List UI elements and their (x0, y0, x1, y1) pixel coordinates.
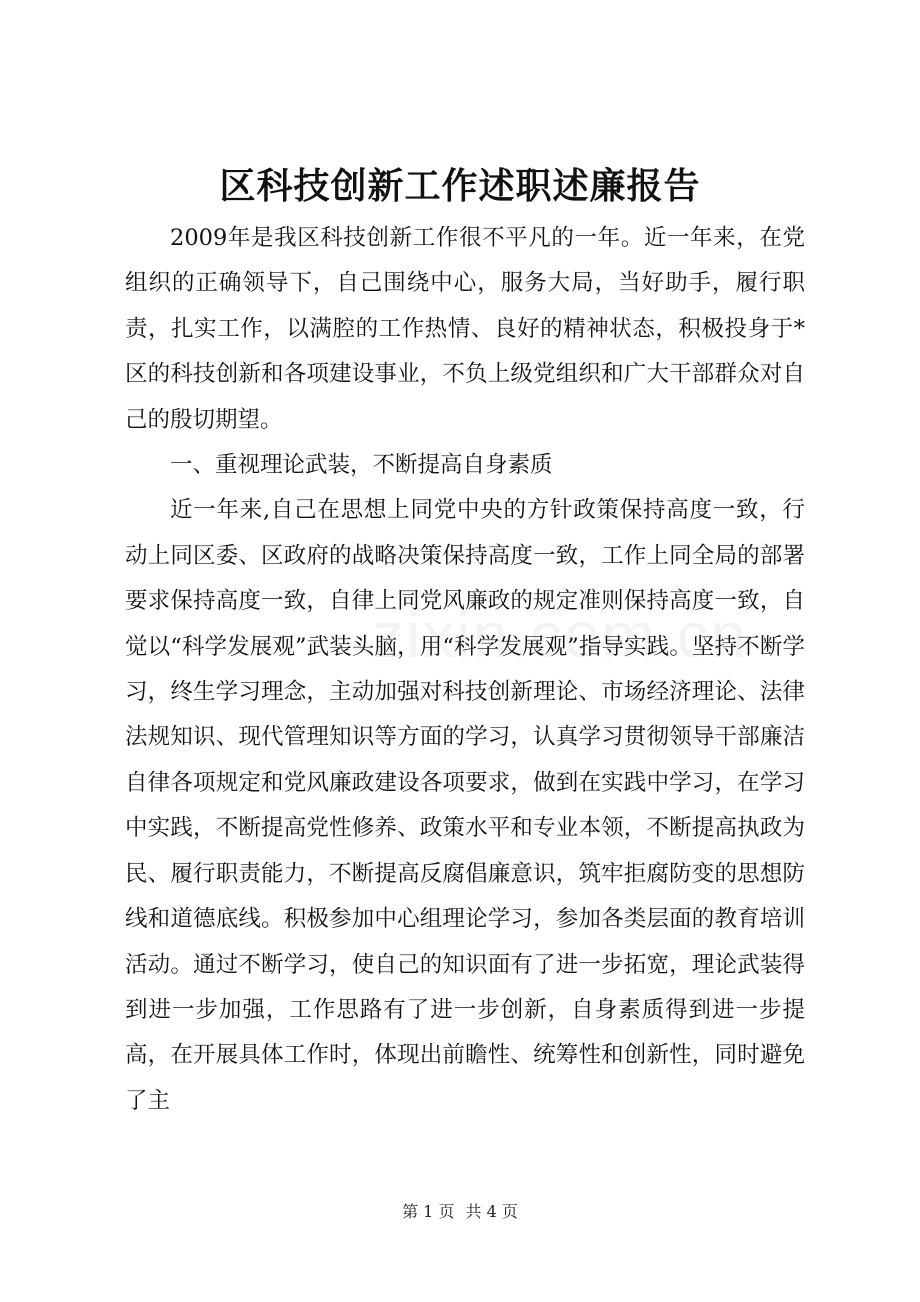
page-number-current: 第 1 页 (402, 1202, 455, 1221)
document-body (125, 216, 805, 1124)
paragraph-intro: 2009年是我区科技创新工作很不平凡的一年。近一年来，在党组织的正确领导下，自己围绕中心，服务大局，当好助手，履行职责，扎实工作，以满腔的工作热情、良好的精神状态，积极投身于*区的科技创新和各项建设事业，不负上级党组织和广大干部群众对自己的殷切期望。 (125, 225, 805, 433)
page-number-total: 共 4 页 (465, 1202, 518, 1221)
page-footer (0, 1200, 920, 1224)
paragraph-section-1: 近一年来,自己在思想上同党中央的方针政策保持高度一致，行动上同区委、区政府的战略决策保持高度一致，工作上同全局的部署要求保持高度一致，自律上同党风廉政的规定准则保持高度一致，自觉以“科学发展观”武装头脑，用“科学发展观”指导实践。坚持不断学习，终生学习理念，主动加强对科技创新理论、市场经济理论、法律法规知识、现代管理知识等方面的学习，认真学习贯彻领导干部廉洁自律各项规定和党风廉政建设各项要求，做到在实践中学习，在学习中实践，不断提高党性修养、政策水平和专业本领，不断提高执政为民、履行职责能力，不断提高反腐倡廉意识，筑牢拒腐防变的思想防线和道德底线。积极参加中心组理论学习，参加各类层面的教育培训活动。通过不断学习，使自己的知识面有了进一步拓宽，理论武装得到进一步加强，工作思路有了进一步创新，自身素质得到进一步提高，在开展具体工作时，体现出前瞻性、统筹性和创新性，同时避免了主 (125, 497, 805, 1114)
document-title: 区科技创新工作述职述廉报告 (219, 165, 701, 207)
section-heading-1: 一、重视理论武装，不断提高自身素质 (170, 452, 553, 479)
